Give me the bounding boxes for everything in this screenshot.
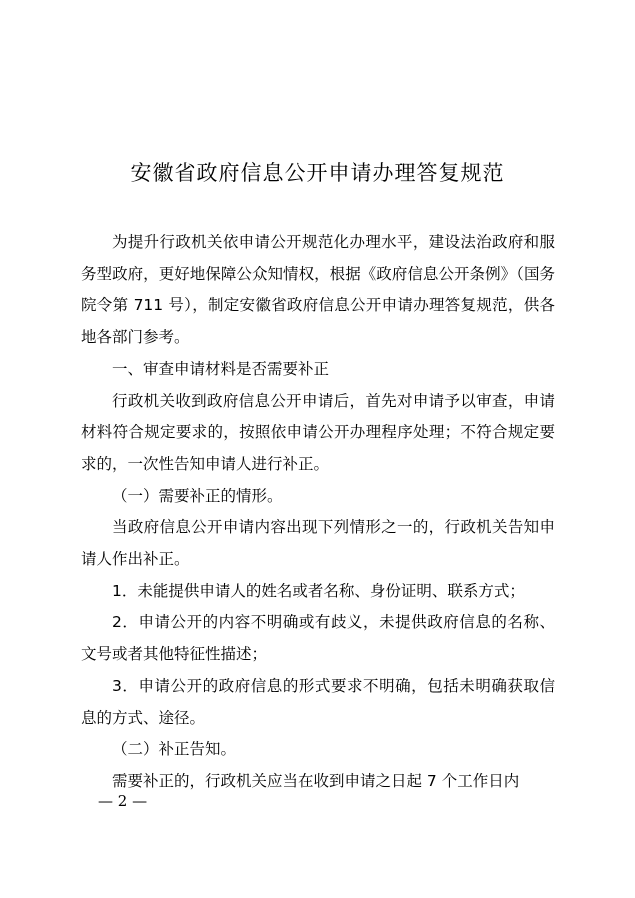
paragraph: 当政府信息公开申请内容出现下列情形之一的，行政机关告知申请人作出补正。	[81, 518, 555, 569]
subsection-heading-1: （一）需要补正的情形。	[112, 486, 283, 505]
paragraph: 需要补正的，行政机关应当在收到申请之日起 7 个工作日内	[112, 771, 520, 790]
document-body	[81, 227, 555, 798]
paragraph: 行政机关收到政府信息公开申请后，首先对申请予以审查，申请材料符合规定要求的，按照依申请公开办理程序处理；不符合规定要求的，一次性告知申请人进行补正。	[81, 391, 555, 473]
document-title: 安徽省政府信息公开申请办理答复规范	[130, 161, 505, 185]
page-number: — 2 —	[98, 792, 148, 810]
subsection-heading-2: （二）补正告知。	[112, 740, 237, 759]
paragraph-intro: 为提升行政机关依申请公开规范化办理水平，建设法治政府和服务型政府，更好地保障公众知情权，根据《政府信息公开条例》（国务院令第 711 号），制定安徽省政府信息公开申请办理答复规范，供各地各部门参考。	[81, 233, 555, 347]
list-item-1: 1．未能提供申请人的姓名或者名称、身份证明、联系方式；	[112, 581, 525, 600]
section-heading-1: 一、审查申请材料是否需要补正	[112, 359, 330, 378]
list-item-3: 3．申请公开的政府信息的形式要求不明确，包括未明确获取信息的方式、途径。	[81, 676, 555, 727]
list-item-2: 2．申请公开的内容不明确或有歧义，未提供政府信息的名称、文号或者其他特征性描述；	[81, 613, 555, 664]
